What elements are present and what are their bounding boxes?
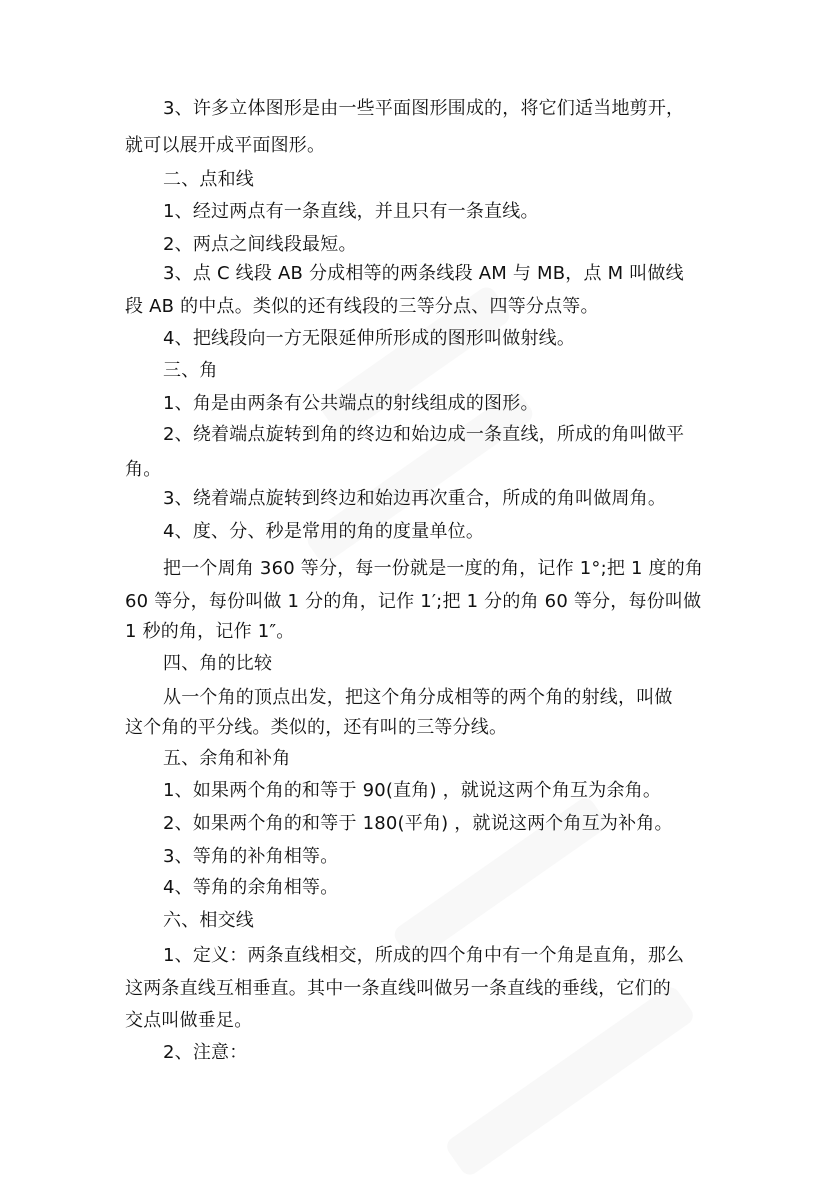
- paragraph-line: 段 AB 的中点。类似的还有线段的三等分点、四等分点等。: [125, 296, 599, 317]
- paragraph-line: 2、两点之间线段最短。: [163, 234, 357, 255]
- paragraph-line: 4、把线段向一方无限延伸所形成的图形叫做射线。: [163, 328, 576, 349]
- paragraph-line: 4、等角的余角相等。: [163, 877, 339, 898]
- section-heading: 三、角: [163, 360, 218, 381]
- paragraph-line: 3、点 C 线段 AB 分成相等的两条线段 AM 与 MB，点 M 叫做线: [163, 263, 684, 284]
- paragraph-line: 这个角的平分线。类似的，还有叫的三等分线。: [125, 717, 508, 738]
- paragraph-line: 2、绕着端点旋转到角的终边和始边成一条直线，所成的角叫做平: [163, 424, 685, 445]
- paragraph-line: 2、注意：: [163, 1042, 248, 1063]
- paragraph-line: 交点叫做垂足。: [125, 1010, 253, 1031]
- paragraph-line: 1、经过两点有一条直线，并且只有一条直线。: [163, 201, 539, 222]
- paragraph-line: 就可以展开成平面图形。: [125, 135, 326, 156]
- section-heading: 六、相交线: [163, 910, 254, 931]
- section-heading: 五、余角和补角: [163, 748, 291, 769]
- paragraph-line: 3、绕着端点旋转到终边和始边再次重合，所成的角叫做周角。: [163, 488, 667, 509]
- paragraph-line: 1、定义：两条直线相交，所成的四个角中有一个角是直角，那么: [163, 945, 685, 966]
- paragraph-line: 4、度、分、秒是常用的角的度量单位。: [163, 521, 485, 542]
- paragraph-line: 把一个周角 360 等分，每一份就是一度的角，记作 1°;把 1 度的角: [163, 558, 704, 579]
- paragraph-line: 从一个角的顶点出发，把这个角分成相等的两个角的射线，叫做: [163, 687, 673, 708]
- section-heading: 二、点和线: [163, 169, 254, 190]
- section-heading: 四、角的比较: [163, 653, 273, 674]
- paragraph-line: 2、如果两个角的和等于 180(平角) ，就说这两个角互为补角。: [163, 813, 673, 834]
- paragraph-line: 这两条直线互相垂直。其中一条直线叫做另一条直线的垂线，它们的: [125, 978, 671, 999]
- paragraph-line: 3、等角的补角相等。: [163, 846, 339, 867]
- paragraph-line: 1、角是由两条有公共端点的射线组成的图形。: [163, 393, 539, 414]
- watermark-mark: [443, 983, 696, 1178]
- paragraph-line: 角。: [125, 459, 162, 480]
- paragraph-line: 1 秒的角，记作 1″。: [125, 621, 295, 642]
- paragraph-line: 3、许多立体图形是由一些平面图形围成的，将它们适当地剪开，: [163, 98, 685, 119]
- paragraph-line: 1、如果两个角的和等于 90(直角) ，就说这两个角互为余角。: [163, 780, 662, 801]
- paragraph-line: 60 等分，每份叫做 1 分的角，记作 1′;把 1 分的角 60 等分，每份叫做: [125, 591, 702, 612]
